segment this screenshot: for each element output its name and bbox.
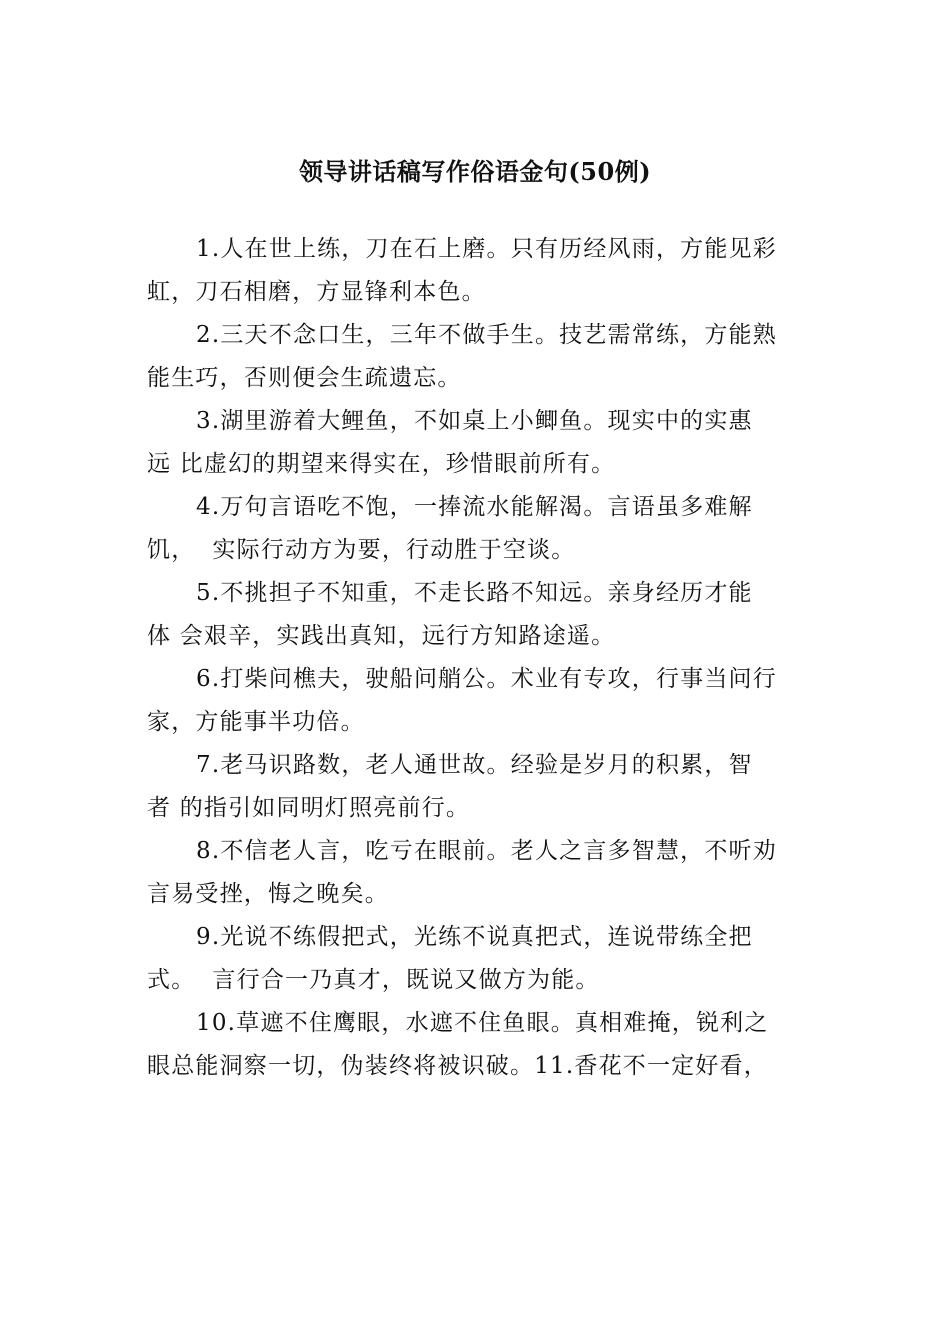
document-body <box>147 228 807 1088</box>
paragraph-line: 虹，刀石相磨，方显锋利本色。 <box>147 279 486 305</box>
paragraph-6 <box>147 658 807 744</box>
paragraph-line: 10.草遮不住鹰眼，水遮不住鱼眼。真相难掩，锐利之 <box>196 1010 769 1036</box>
paragraph-line: 者 的指引如同明灯照亮前行。 <box>147 795 471 821</box>
paragraph-8 <box>147 830 807 916</box>
paragraph-line: 8.不信老人言，吃亏在眼前。老人之言多智慧，不听劝 <box>196 838 777 864</box>
paragraph-4 <box>147 486 807 572</box>
paragraph-line: 言易受挫，悔之晚矣。 <box>147 881 389 907</box>
paragraph-3 <box>147 400 807 486</box>
paragraph-line: 7.老马识路数，老人通世故。经验是岁月的积累，智 <box>196 752 753 778</box>
paragraph-9 <box>147 916 807 1002</box>
paragraph-line: 1.人在世上练，刀在石上磨。只有历经风雨，方能见彩 <box>196 236 777 262</box>
paragraph-line: 远 比虚幻的期望来得实在，珍惜眼前所有。 <box>147 451 616 477</box>
paragraph-line: 眼总能洞察一切，伪装终将被识破。11.香花不一定好看， <box>147 1053 768 1079</box>
paragraph-line: 4.万句言语吃不饱，一捧流水能解渴。言语虽多难解 <box>196 494 753 520</box>
paragraph-line: 饥， 实际行动方为要，行动胜于空谈。 <box>147 537 576 563</box>
paragraph-line: 能生巧，否则便会生疏遗忘。 <box>147 365 462 391</box>
paragraph-line: 3.湖里游着大鲤鱼，不如桌上小鲫鱼。现实中的实惠 <box>196 408 753 434</box>
document-title: 领导讲话稿写作俗语金句(50例) <box>298 157 652 186</box>
paragraph-line: 5.不挑担子不知重，不走长路不知远。亲身经历才能 <box>196 580 753 606</box>
paragraph-2 <box>147 314 807 400</box>
paragraph-1 <box>147 228 807 314</box>
paragraph-7 <box>147 744 807 830</box>
paragraph-line: 6.打柴问樵夫，驶船问艄公。术业有专攻，行事当问行 <box>196 666 777 692</box>
paragraph-line: 式。 言行合一乃真才，既说又做方为能。 <box>147 967 600 993</box>
paragraph-line: 9.光说不练假把式，光练不说真把式，连说带练全把 <box>196 924 753 950</box>
paragraph-10 <box>147 1002 807 1088</box>
paragraph-line: 2.三天不念口生，三年不做手生。技艺需常练，方能熟 <box>196 322 777 348</box>
paragraph-line: 体 会艰辛，实践出真知，远行方知路途遥。 <box>147 623 616 649</box>
paragraph-5 <box>147 572 807 658</box>
paragraph-line: 家，方能事半功倍。 <box>147 709 365 735</box>
